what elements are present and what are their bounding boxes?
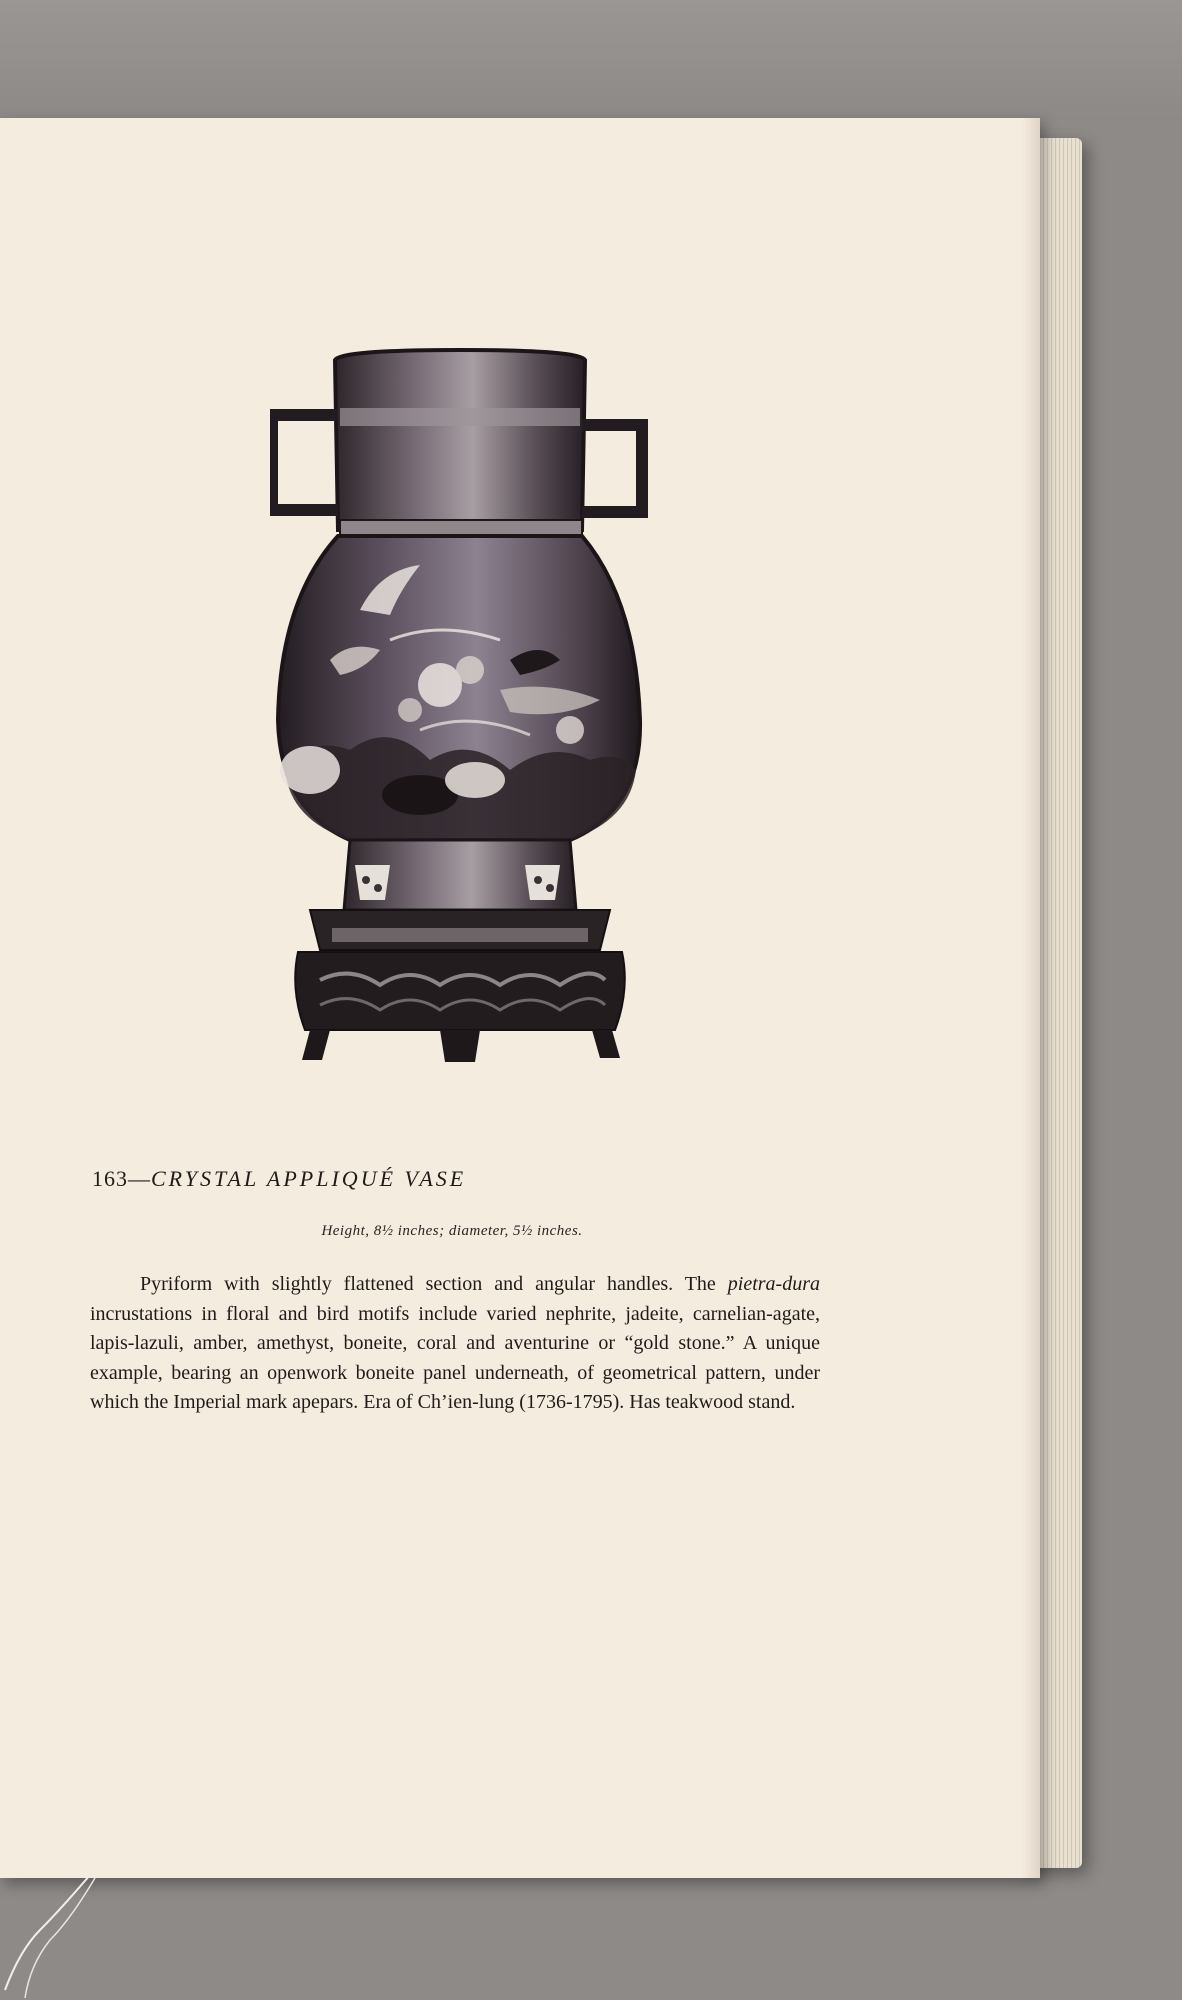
vase-neck [335, 350, 585, 536]
catalog-entry-title [92, 1166, 466, 1192]
page-fold-shadow [1022, 118, 1040, 1878]
item-name: CRYSTAL APPLIQUÉ VASE [151, 1166, 467, 1191]
item-description [90, 1270, 820, 1418]
teakwood-stand [295, 910, 625, 1062]
backdrop [0, 0, 1182, 120]
title-separator: — [128, 1166, 151, 1191]
item-dimensions: Height, 8½ inches; diameter, 5½ inches. [321, 1223, 583, 1239]
bookmark-string [0, 1870, 120, 2000]
vase-handle-left [272, 415, 338, 510]
description-part-2: incrustations in floral and bird motifs include varied nephrite, jadeite, carnelian-agate, lapis-lazuli, amber, amethyst, boneite, coral and aventurine or “gold stone.” A unique example, bearing an openwork boneite panel underneath, of geometrical pattern, under which the Imperial mark apepars. Era of Ch’ien-lung (1736-1795). Has teakwood stand. [90, 1302, 820, 1413]
description-italic-term: pietra-dura [727, 1273, 820, 1295]
vase-foot [344, 840, 576, 910]
vase-photograph [270, 340, 650, 1110]
vase-body [278, 536, 640, 840]
vase-handle-right [582, 425, 642, 512]
description-part-1: Pyriform with slightly flattened section and angular handles. The [140, 1273, 728, 1295]
lot-number: 163 [92, 1166, 128, 1191]
